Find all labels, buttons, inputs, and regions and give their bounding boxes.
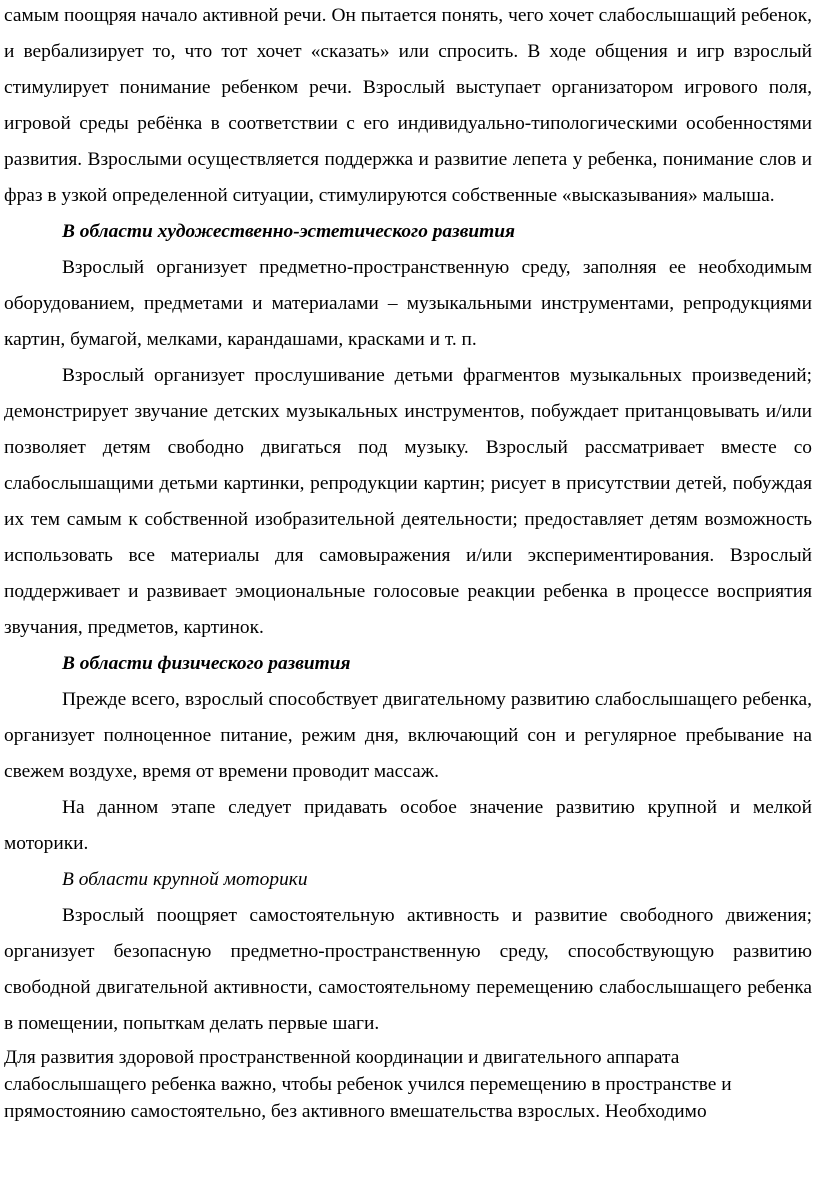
- heading-gross-motor-skills: В области крупной моторики: [62, 869, 308, 890]
- heading-artistic-aesthetic-development: В области художественно-эстетического развития: [62, 221, 515, 242]
- paragraph-free-movement: Взрослый поощряет самостоятельную активность и развитие свободного движения; организует безопасную предметно-пространственную среду, способствующую развитию свободной двигательной активности, самостоятельному перемещению слабослышащего ребенка в помещении, попыткам делать первые шаги.: [4, 905, 812, 1034]
- document-page: [4, 0, 812, 1125]
- paragraph-adult-organizes-environment: Взрослый организует предметно-пространственную среду, заполняя ее необходимым оборудованием, предметами и материалами – музыкальными инструментами, репродукциями картин, бумагой, мелками, карандашами, красками и т. п.: [4, 257, 812, 350]
- paragraph-spatial-coordination: Для развития здоровой пространственной координации и двигательного аппарата слабослышащего ребенка важно, чтобы ребенок учился перемещению в пространстве и прямостоянию самостоятельно, без активного вмешательства взрослых. Необходимо: [4, 1047, 732, 1122]
- paragraph-motor-skills-importance: На данном этапе следует придавать особое значение развитию крупной и мелкой моторики.: [4, 797, 812, 854]
- paragraph-motor-development: Прежде всего, взрослый способствует двигательному развитию слабослышащего ребенка, организует полноценное питание, режим дня, включающий сон и регулярное пребывание на свежем воздухе, время от времени проводит массаж.: [4, 689, 812, 782]
- heading-physical-development: В области физического развития: [62, 653, 351, 674]
- paragraph-adult-organizes-listening: Взрослый организует прослушивание детьми фрагментов музыкальных произведений; демонстрирует звучание детских музыкальных инструментов, побуждает пританцовывать и/или позволяет детям свободно двигаться под музыку. Взрослый рассматривает вместе со слабослышащими детьми картинки, репродукции картин; рисует в присутствии детей, побуждая их тем самым к собственной изобразительной деятельности; предоставляет детям возможность использовать все материалы для самовыражения и/или экспериментирования. Взрослый поддерживает и развивает эмоциональные голосовые реакции ребенка в процессе восприятия звучания, предметов, картинок.: [4, 365, 812, 638]
- paragraph-speech-continuation: самым поощряя начало активной речи. Он пытается понять, чего хочет слабослышащий ребенок, и вербализирует то, что тот хочет «сказать» или спросить. В ходе общения и игр взрослый стимулирует понимание ребенком речи. Взрослый выступает организатором игрового поля, игровой среды ребёнка в соответствии с его индивидуально-типологическими особенностями развития. Взрослыми осуществляется поддержка и развитие лепета у ребенка, понимание слов и фраз в узкой определенной ситуации, стимулируются собственные «высказывания» малыша.: [4, 5, 812, 206]
